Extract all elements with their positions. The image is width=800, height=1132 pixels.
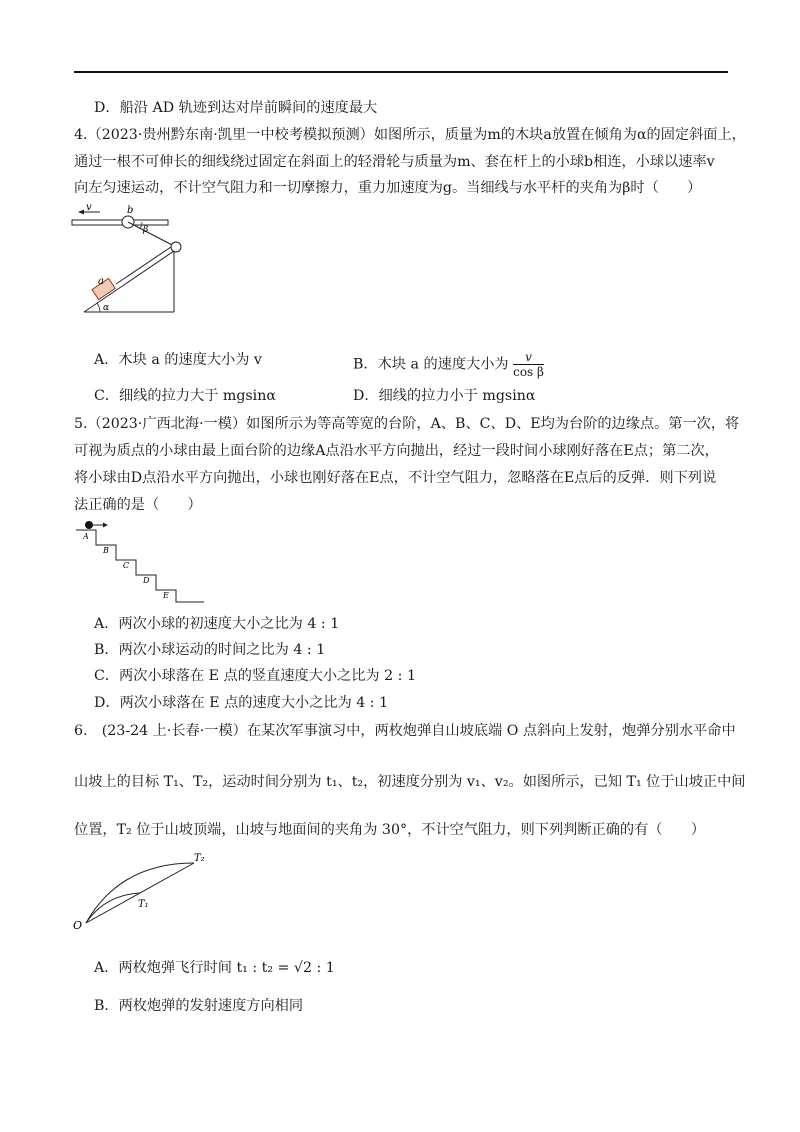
rod — [72, 220, 168, 225]
fraction-numerator: v — [525, 350, 532, 364]
b-label: b — [127, 205, 134, 216]
q6-stem-line-2: 山坡上的目标 T₁、T₂，运动时间分别为 t₁、t₂，初速度分别为 v₁、v₂。如图所示，已知 T₁ 位于山坡正中间 — [74, 774, 746, 790]
point-c-label: C — [123, 561, 130, 570]
q4-option-a: A．木块 a 的速度大小为 v — [94, 352, 262, 368]
q6-stem-line-3: 位置，T₂ 位于山坡顶端，山坡与地面间的夹角为 30°，不计空气阻力，则下列判断正确的有（ ） — [74, 822, 706, 838]
header-rule — [74, 71, 728, 73]
q4-stem-line-1: 4.（2023·贵州黔东南·凯里一中校考模拟预测）如图所示，质量为m的木块a放置在倾角为α的固定斜面上， — [74, 127, 746, 143]
q6-stem-line-1: 6. (23-24 上·长春·一模）在某次军事演习中，两枚炮弹自山坡底端 O 点斜向上发射，炮弹分别水平命中 — [74, 723, 736, 739]
q4-option-c: C．细线的拉力大于 mgsinα — [94, 388, 276, 404]
point-e-label: E — [163, 591, 169, 600]
t1-label: T₁ — [138, 899, 149, 910]
steps-outline — [76, 530, 204, 602]
alpha-label: α — [103, 303, 110, 313]
q5-stem-line-2: 可视为质点的小球由最上面台阶的边缘A点沿水平方向抛出，经过一段时间小球刚好落在E点；第二次， — [74, 443, 719, 459]
q4-stem-line-3: 向左匀速运动，不计空气阻力和一切摩擦力，重力加速度为g。当细线与水平杆的夹角为β时（ ） — [74, 180, 702, 196]
q5-option-c: C．两次小球落在 E 点的竖直速度大小之比为 2 : 1 — [94, 668, 416, 684]
q4-option-b-fraction — [513, 350, 544, 379]
origin-label: O — [73, 919, 83, 932]
launch-arrow-head — [103, 523, 108, 528]
a-label: a — [98, 276, 104, 287]
alpha-arc — [97, 303, 100, 312]
string-lower — [116, 247, 171, 284]
q5-option-a: A．两次小球的初速度大小之比为 4 : 1 — [94, 616, 340, 632]
pulley — [171, 242, 181, 252]
beta-label: β — [143, 225, 149, 235]
q6-figure-slope-trajectories — [70, 853, 220, 933]
q5-stem-line-1: 5.（2023·广西北海·一模）如图所示为等高等宽的台阶，A、B、C、D、E均为台阶的边缘点。第一次，将 — [74, 416, 740, 432]
point-a-label: A — [83, 532, 89, 541]
ball — [85, 521, 93, 529]
q4-stem-line-2: 通过一根不可伸长的细线绕过固定在斜面上的轻滑轮与质量为m、套在杆上的小球b相连，小球以速率v — [74, 154, 715, 170]
string-upper — [128, 222, 176, 247]
q6-option-b: B．两枚炮弹的发射速度方向相同 — [94, 998, 304, 1014]
v-label: v — [86, 202, 92, 213]
q4-option-d: D．细线的拉力小于 mgsinα — [353, 388, 536, 404]
q5-figure-staircase — [76, 520, 216, 605]
t2-label: T₂ — [194, 853, 205, 864]
q4-figure-incline-pulley — [70, 200, 200, 320]
q4-option-b-text: B．木块 a 的速度大小为 — [353, 356, 509, 373]
q3-option-d: D．船沿 AD 轨迹到达对岸前瞬间的速度最大 — [94, 100, 378, 116]
q4-option-b — [353, 350, 544, 379]
fraction-denominator: cos β — [513, 365, 544, 379]
q6-option-a: A．两枚炮弹飞行时间 t₁ : t₂ = √2 : 1 — [94, 960, 335, 976]
point-b-label: B — [103, 546, 109, 555]
q5-stem-line-3: 将小球由D点沿水平方向抛出，小球也刚好落在E点，不计空气阻力，忽略落在E点后的反弹．则下列说 — [74, 470, 717, 486]
point-d-label: D — [143, 576, 150, 585]
q5-option-b: B．两次小球运动的时间之比为 4 : 1 — [94, 642, 326, 658]
q5-stem-line-4: 法正确的是（ ） — [74, 497, 202, 513]
q5-option-d: D．两次小球落在 E 点的速度大小之比为 4 : 1 — [94, 695, 389, 711]
velocity-arrow-head — [78, 210, 84, 215]
